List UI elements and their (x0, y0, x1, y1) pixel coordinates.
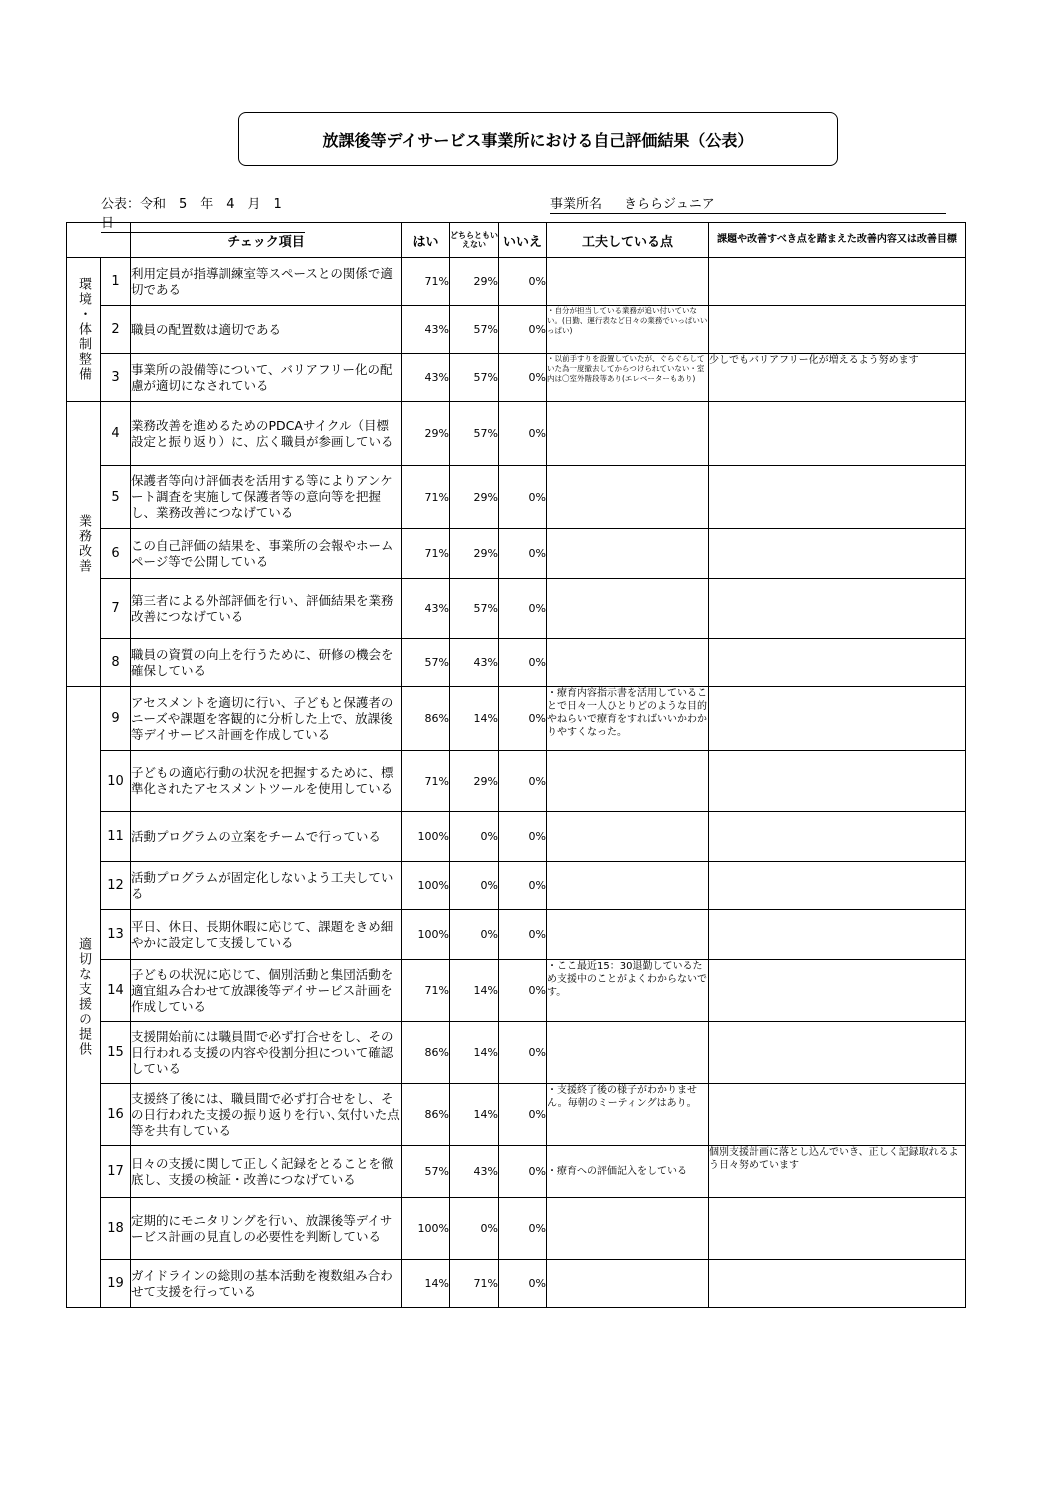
efforts-note (547, 1022, 709, 1084)
row-number: 14 (101, 960, 131, 1022)
neither-percent: 57% (450, 402, 499, 466)
yes-percent: 71% (402, 529, 450, 579)
neither-percent: 57% (450, 306, 499, 354)
table-row (67, 258, 966, 306)
neither-percent: 29% (450, 529, 499, 579)
issues-note (709, 812, 966, 862)
no-percent: 0% (499, 1260, 547, 1308)
efforts-note: ・療育内容指示書を活用していることで日々一人ひとりどのような目的やねらいで療育をすればいいかわかりやすくなった。 (547, 687, 709, 751)
row-number: 18 (101, 1198, 131, 1260)
neither-percent: 0% (450, 862, 499, 910)
category-improvement: 業務改善 (67, 402, 101, 687)
row-number: 15 (101, 1022, 131, 1084)
no-percent: 0% (499, 1198, 547, 1260)
yes-percent: 29% (402, 402, 450, 466)
page-title: 放課後等デイサービス事業所における自己評価結果（公表） (238, 112, 838, 166)
table-row (67, 1022, 966, 1084)
yes-percent: 57% (402, 639, 450, 687)
yes-percent: 14% (402, 1260, 450, 1308)
check-item: 活動プログラムが固定化しないよう工夫している (131, 862, 402, 910)
row-number: 3 (101, 354, 131, 402)
neither-percent: 43% (450, 1146, 499, 1198)
yes-percent: 100% (402, 1198, 450, 1260)
issues-note: 少しでもバリアフリー化が増えるよう努めます (709, 354, 966, 402)
efforts-note (547, 529, 709, 579)
check-item: この自己評価の結果を、事業所の会報やホームページ等で公開している (131, 529, 402, 579)
row-number: 10 (101, 751, 131, 812)
efforts-note (547, 639, 709, 687)
table-row (67, 466, 966, 529)
efforts-note (547, 862, 709, 910)
issues-note (709, 1022, 966, 1084)
efforts-note (547, 751, 709, 812)
neither-percent: 29% (450, 466, 499, 529)
header-yes: はい (402, 223, 450, 258)
neither-percent: 14% (450, 1022, 499, 1084)
yes-percent: 100% (402, 812, 450, 862)
evaluation-table (66, 222, 966, 1308)
yes-percent: 43% (402, 306, 450, 354)
table-row (67, 960, 966, 1022)
issues-note (709, 258, 966, 306)
yes-percent: 71% (402, 960, 450, 1022)
efforts-note: ・ここ最近15：30退勤しているため支援中のことがよくわからないです。 (547, 960, 709, 1022)
efforts-note (547, 466, 709, 529)
table-row (67, 354, 966, 402)
check-item: 支援開始前には職員間で必ず打合せをし、その日行われる支援の内容や役割分担について確認している (131, 1022, 402, 1084)
row-number: 19 (101, 1260, 131, 1308)
yes-percent: 86% (402, 687, 450, 751)
no-percent: 0% (499, 960, 547, 1022)
row-number: 7 (101, 579, 131, 639)
row-number: 11 (101, 812, 131, 862)
issues-note (709, 862, 966, 910)
row-number: 9 (101, 687, 131, 751)
efforts-note (547, 1198, 709, 1260)
table-row (67, 306, 966, 354)
issues-note (709, 1260, 966, 1308)
row-number: 16 (101, 1084, 131, 1146)
efforts-note: ・支援終了後の様子がわかりません。毎朝のミーティングはあり。 (547, 1084, 709, 1146)
check-item: 日々の支援に関して正しく記録をとることを徹底し、支援の検証・改善につなげている (131, 1146, 402, 1198)
yes-percent: 86% (402, 1084, 450, 1146)
check-item: 利用定員が指導訓練室等スペースとの関係で適切である (131, 258, 402, 306)
yes-percent: 71% (402, 258, 450, 306)
check-item: 活動プログラムの立案をチームで行っている (131, 812, 402, 862)
no-percent: 0% (499, 258, 547, 306)
issues-note (709, 1198, 966, 1260)
no-percent: 0% (499, 687, 547, 751)
publication-date: 公表：令和 5 年 4 月 1 日 (101, 193, 305, 233)
efforts-note: ・以前手すりを設置していたが、ぐらぐらしていた為一度撤去してからつけられていない・室内は〇室外階段等あり(エレベーターもあり) (547, 354, 709, 402)
table-row (67, 639, 966, 687)
neither-percent: 0% (450, 910, 499, 960)
no-percent: 0% (499, 910, 547, 960)
yes-percent: 71% (402, 751, 450, 812)
neither-percent: 14% (450, 1084, 499, 1146)
office-name: きららジュニア (624, 197, 715, 212)
issues-note (709, 402, 966, 466)
issues-note (709, 910, 966, 960)
yes-percent: 43% (402, 579, 450, 639)
row-number: 5 (101, 466, 131, 529)
issues-note (709, 639, 966, 687)
table-row (67, 402, 966, 466)
row-number: 2 (101, 306, 131, 354)
efforts-note (547, 258, 709, 306)
header-no: いいえ (499, 223, 547, 258)
neither-percent: 71% (450, 1260, 499, 1308)
no-percent: 0% (499, 402, 547, 466)
efforts-note (547, 402, 709, 466)
table-row (67, 579, 966, 639)
no-percent: 0% (499, 1146, 547, 1198)
check-item: 事業所の設備等について、バリアフリー化の配慮が適切になされている (131, 354, 402, 402)
row-number: 8 (101, 639, 131, 687)
neither-percent: 57% (450, 354, 499, 402)
table-row (67, 687, 966, 751)
row-number: 1 (101, 258, 131, 306)
efforts-note (547, 579, 709, 639)
header-efforts: 工夫している点 (547, 223, 709, 258)
neither-percent: 14% (450, 960, 499, 1022)
header-check-item: チェック項目 (131, 223, 402, 258)
issues-note (709, 306, 966, 354)
no-percent: 0% (499, 751, 547, 812)
issues-note: 個別支援計画に落とし込んでいき、正しく記録取れるよう日々努めています (709, 1146, 966, 1198)
check-item: 業務改善を進めるためのPDCAサイクル（目標設定と振り返り）に、広く職員が参画している (131, 402, 402, 466)
no-percent: 0% (499, 862, 547, 910)
neither-percent: 29% (450, 258, 499, 306)
table-row (67, 1260, 966, 1308)
yes-percent: 71% (402, 466, 450, 529)
check-item: 第三者による外部評価を行い、評価結果を業務改善につなげている (131, 579, 402, 639)
efforts-note (547, 1260, 709, 1308)
table-row (67, 1146, 966, 1198)
table-row (67, 1198, 966, 1260)
table-row (67, 910, 966, 960)
efforts-note (547, 812, 709, 862)
neither-percent: 0% (450, 1198, 499, 1260)
yes-percent: 100% (402, 862, 450, 910)
no-percent: 0% (499, 529, 547, 579)
check-item: 職員の配置数は適切である (131, 306, 402, 354)
issues-note (709, 529, 966, 579)
table-row (67, 862, 966, 910)
check-item: 子どもの状況に応じて、個別活動と集団活動を適宜組み合わせて放課後等デイサービス計画を作成している (131, 960, 402, 1022)
no-percent: 0% (499, 579, 547, 639)
yes-percent: 86% (402, 1022, 450, 1084)
no-percent: 0% (499, 812, 547, 862)
check-item: アセスメントを適切に行い、子どもと保護者のニーズや課題を客観的に分析した上で、放課後等デイサービス計画を作成している (131, 687, 402, 751)
row-number: 17 (101, 1146, 131, 1198)
table-row (67, 529, 966, 579)
row-number: 12 (101, 862, 131, 910)
neither-percent: 29% (450, 751, 499, 812)
issues-note (709, 466, 966, 529)
check-item: 子どもの適応行動の状況を把握するために、標準化されたアセスメントツールを使用している (131, 751, 402, 812)
row-number: 6 (101, 529, 131, 579)
issues-note (709, 960, 966, 1022)
header-neither: どちらともいえない (450, 223, 499, 258)
table-row (67, 812, 966, 862)
neither-percent: 57% (450, 579, 499, 639)
efforts-note (547, 910, 709, 960)
efforts-note: ・自分が担当している業務が追い付いていない。(日勤、運行表など日々の業務でいっぱいいっぱい) (547, 306, 709, 354)
check-item: 職員の資質の向上を行うために、研修の機会を確保している (131, 639, 402, 687)
row-number: 13 (101, 910, 131, 960)
header-blank (67, 223, 131, 258)
check-item: 平日、休日、長期休暇に応じて、課題をきめ細やかに設定して支援している (131, 910, 402, 960)
header-issues: 課題や改善すべき点を踏まえた改善内容又は改善目標 (709, 223, 966, 258)
no-percent: 0% (499, 466, 547, 529)
no-percent: 0% (499, 1022, 547, 1084)
issues-note (709, 751, 966, 812)
yes-percent: 57% (402, 1146, 450, 1198)
check-item: 保護者等向け評価表を活用する等によりアンケート調査を実施して保護者等の意向等を把握し、業務改善につなげている (131, 466, 402, 529)
category-environment: 環境・体制整備 (67, 258, 101, 402)
table-row (67, 751, 966, 812)
no-percent: 0% (499, 306, 547, 354)
yes-percent: 43% (402, 354, 450, 402)
efforts-note: ・療育への評価記入をしている (547, 1146, 709, 1198)
issues-note (709, 1084, 966, 1146)
issues-note (709, 579, 966, 639)
table-row (67, 1084, 966, 1146)
row-number: 4 (101, 402, 131, 466)
check-item: 支援終了後には、職員間で必ず打合せをし、その日行われた支援の振り返りを行い､気付いた点等を共有している (131, 1084, 402, 1146)
neither-percent: 43% (450, 639, 499, 687)
category-support: 適切な支援の提供 (67, 687, 101, 1308)
yes-percent: 100% (402, 910, 450, 960)
no-percent: 0% (499, 639, 547, 687)
no-percent: 0% (499, 1084, 547, 1146)
header-row (67, 223, 966, 258)
check-item: 定期的にモニタリングを行い、放課後等デイサービス計画の見直しの必要性を判断している (131, 1198, 402, 1260)
issues-note (709, 687, 966, 751)
neither-percent: 14% (450, 687, 499, 751)
neither-percent: 0% (450, 812, 499, 862)
check-item: ガイドラインの総則の基本活動を複数組み合わせて支援を行っている (131, 1260, 402, 1308)
office-label: 事業所名 (550, 197, 603, 212)
office-info (550, 193, 946, 214)
no-percent: 0% (499, 354, 547, 402)
